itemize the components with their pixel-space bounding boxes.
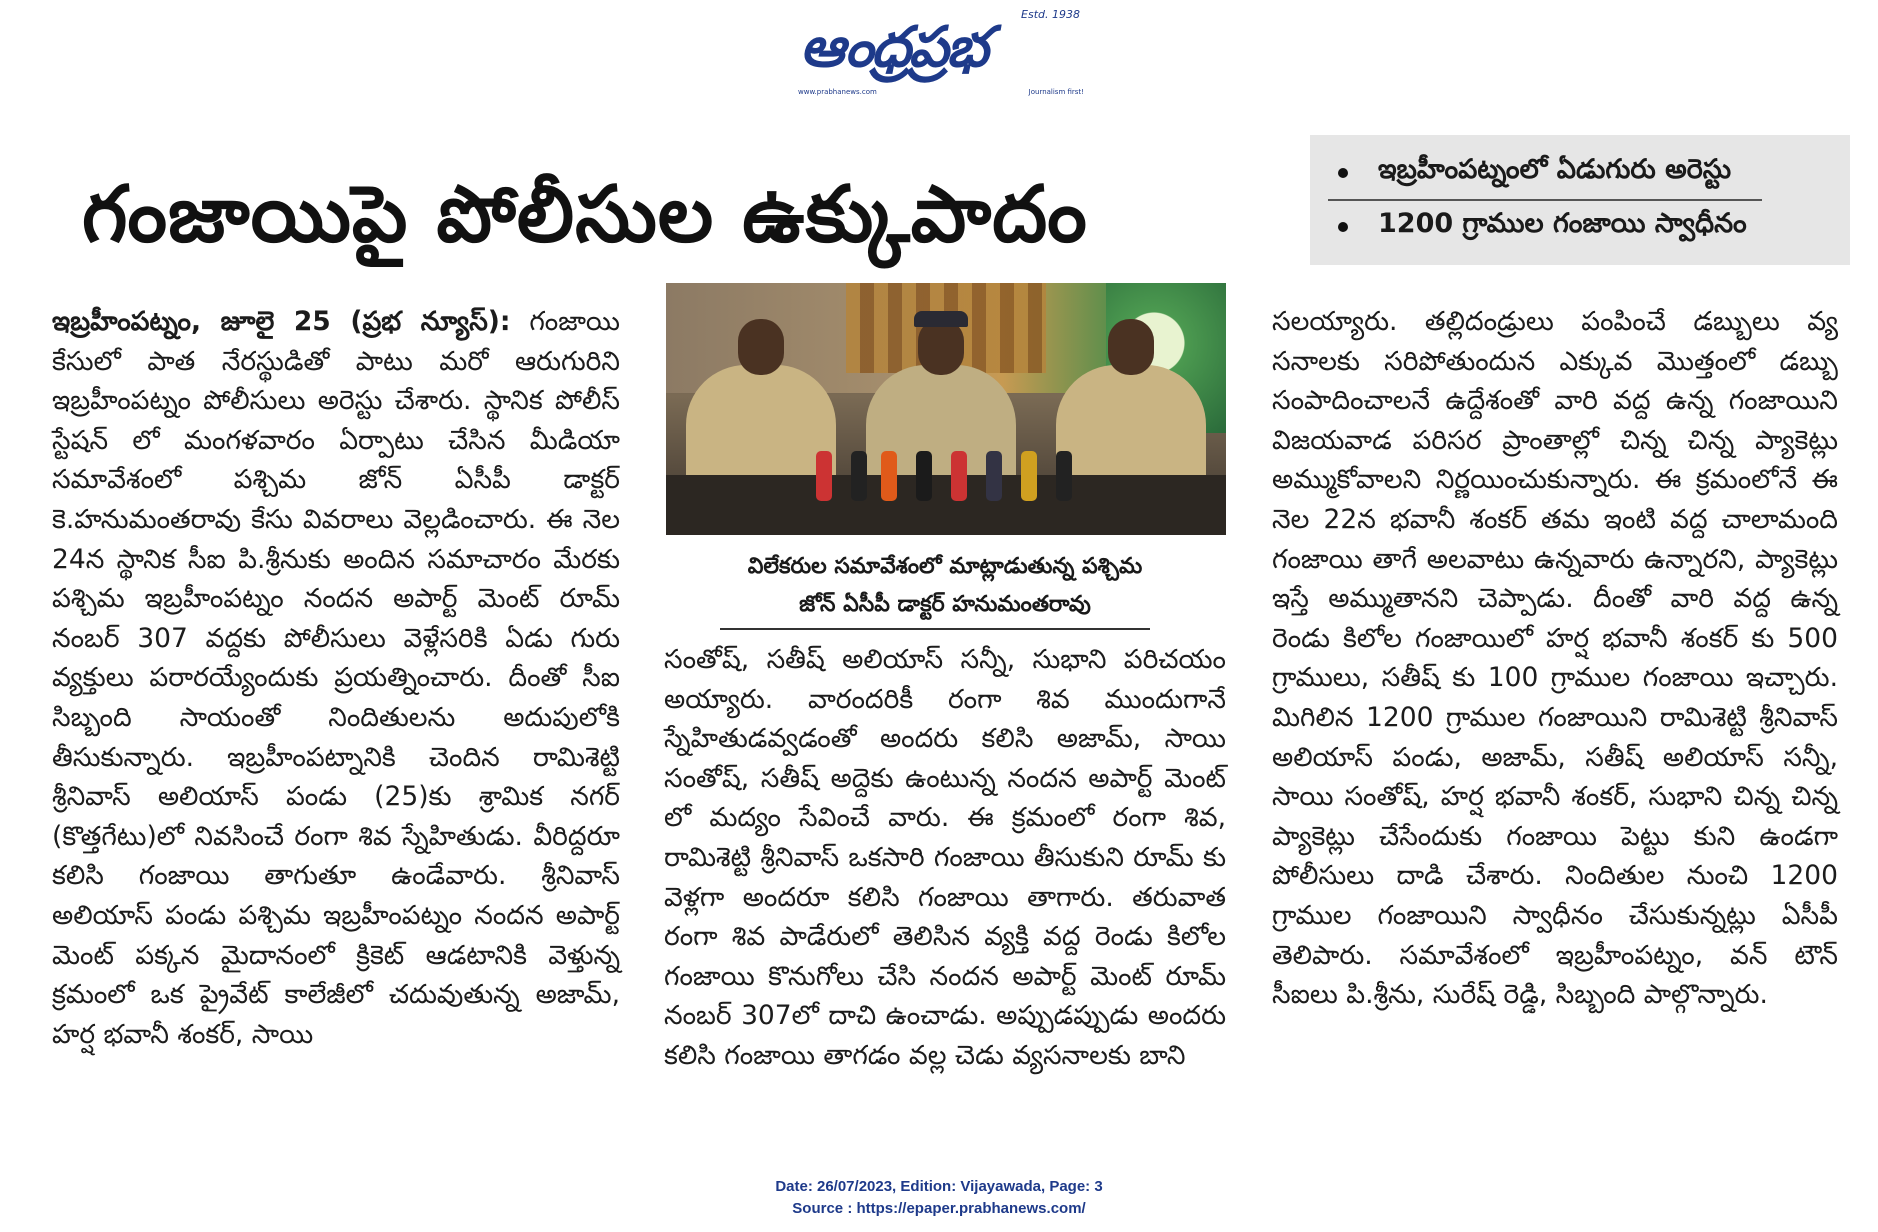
highlight-item [1328, 147, 1762, 201]
article-text-col3: సలయ్యారు. తల్లిదండ్రులు పంపించే డబ్బులు వ్య సనాలకు సరిపోతుందున ఎక్కువ మొత్తంలో డబ్బు సంపాదించాలనే ఉద్దేశంతో వారి వద్ద ఉన్న గంజాయిని విజయవాడ పరిసర ప్రాంతాల్లో చిన్న చిన్న ప్యాకెట్లు అమ్ముకోవాలని నిర్ణయించుకున్నారు. ఈ క్రమంలోనే ఈ నెల 22న భవానీ శంకర్ తమ ఇంటి వద్ద చాలామంది గంజాయి తాగే అలవాటు ఉన్నవారు ఉన్నారని, ప్యాకెట్లు ఇస్తే అమ్ముతానని చెప్పాడు. దీంతో వారి వద్ద ఉన్న రెండు కిలోల గంజాయిలో హర్ష భవానీ శంకర్ కు 500 గ్రాములు, సతీష్ కు 100 గ్రాముల గంజాయి ఇచ్చారు. మిగిలిన 1200 గ్రాముల గంజాయిని రామిశెట్టి శ్రీనివాస్ అలియాస్ పండు, అజామ్, సతీష్ అలియాస్ సన్నీ, సాయి సంతోష్, హర్ష భవానీ శంకర్, సుభాని చిన్న చిన్న ప్యాకెట్లు చేసేందుకు గంజాయి పెట్టు కుని ఉండగా పోలీసులు దాడి చేశారు. నిందితుల నుంచి 1200 గ్రాముల గంజాయిని స్వాధీనం చేసుకున్నట్లు ఏసీపీ తెలిపారు. సమావేశంలో ఇబ్రహీంపట్నం, వన్ టౌన్ సీఐలు పి.శ్రీను, సురేష్ రెడ్డి, సిబ్బంది పాల్గొన్నారు. [1272, 306, 1838, 1011]
photo-caption [700, 548, 1190, 628]
masthead [790, 8, 1090, 100]
microphone-icon [816, 451, 832, 501]
masthead-estd: Estd. 1938 [1021, 8, 1080, 21]
bullet-icon [1338, 168, 1348, 178]
press-meet-photo [666, 283, 1226, 535]
bullet-icon [1338, 222, 1348, 232]
caption-line-2: జోన్ ఏసీపీ డాక్టర్ హనుమంతరావు [799, 592, 1091, 617]
footer [0, 1176, 1878, 1220]
footer-source: Source : https://epaper.prabhanews.com/ [792, 1200, 1086, 1217]
highlight-item [1328, 201, 1832, 253]
press-table [666, 475, 1226, 535]
headline: గంజాయిపై పోలీసుల ఉక్కుపాదం [82, 170, 1088, 260]
caption-underline [720, 628, 1150, 630]
highlight-text: 1200 గ్రాముల గంజాయి స్వాధీనం [1378, 208, 1747, 239]
microphone-icon [851, 451, 867, 501]
highlight-text: ఇబ్రహీంపట్నంలో ఏడుగురు అరెస్టు [1378, 154, 1732, 185]
microphone-icon [1056, 451, 1072, 501]
masthead-logo: ఆంధ్రప్రభ [800, 15, 987, 80]
article-column-1 [52, 302, 620, 1122]
microphone-icon [951, 451, 967, 501]
footer-date: Date: 26/07/2023, Edition: Vijayawada, Page: 3 [775, 1178, 1103, 1195]
microphone-icon [986, 451, 1002, 501]
highlights-box [1310, 135, 1850, 265]
masthead-tagline: Journalism first! [1028, 88, 1084, 96]
dateline: ఇబ్రహీంపట్నం, జూలై 25 (ప్రభ న్యూస్): [52, 306, 511, 337]
article-text-col1: గంజాయి కేసులో పాత నేరస్థుడితో పాటు మరో ఆరుగురిని ఇబ్రహీంపట్నం పోలీసులు అరెస్టు చేశారు. స్థానిక పోలీస్ స్టేషన్ లో మంగళవారం ఏర్పాటు చేసిన మీడియా సమావేశంలో పశ్చిమ జోన్ ఏసీపీ డాక్టర్ కె.హనుమంతరావు కేసు వివరాలు వెల్లడించారు. ఈ నెల 24న స్థానిక సీఐ పి.శ్రీనుకు అందిన సమాచారం మేరకు పశ్చిమ ఇబ్రహీంపట్నం నందన అపార్ట్ మెంట్ రూమ్ నంబర్ 307 వద్దకు పోలీసులు వెళ్లేసరికి ఏడు గురు వ్యక్తులు పరారయ్యేందుకు ప్రయత్నించారు. దీంతో సీఐ సిబ్బంది సాయంతో నిందితులను అదుపులోకి తీసుకున్నారు. ఇబ్రహీంపట్నానికి చెందిన రామిశెట్టి శ్రీనివాస్ అలియాస్ పండు (25)కు శ్రామిక నగర్ (కొత్తగేటు)లో నివసించే రంగా శివ స్నేహితుడు. వీరిద్దరూ కలిసి గంజాయి తాగుతూ ఉండేవారు. శ్రీనివాస్ అలియాస్ పండు పశ్చిమ ఇబ్రహీంపట్నం నందన అపార్ట్ మెంట్ పక్కన మైదానంలో క్రికెట్ ఆడటానికి వెళ్తున్న క్రమంలో ఒక ప్రైవేట్ కాలేజీలో చదువుతున్న అజామ్, హర్ష భవానీ శంకర్, సాయి [52, 306, 620, 1050]
article-text-col2: సంతోష్, సతీష్ అలియాస్ సన్నీ, సుభాని పరిచయం అయ్యారు. వారందరికీ రంగా శివ ముందుగానే స్నేహితుడవ్వడంతో అందరు కలిసి అజామ్, సాయి సంతోష్, సతీష్ అద్దెకు ఉంటున్న నందన అపార్ట్ మెంట్ లో మద్యం సేవించే వారు. ఈ క్రమంలో రంగా శివ, రామిశెట్టి శ్రీనివాస్ ఒకసారి గంజాయి తీసుకుని రూమ్ కు వెళ్లగా అందరూ కలిసి గంజాయి తాగారు. తరువాత రంగా శివ పాడేరులో తెలిసిన వ్యక్తి వద్ద రెండు కిలోల గంజాయి కొనుగోలు చేసి నందన అపార్ట్ మెంట్ రూమ్ నంబర్ 307లో దాచి ఉంచాడు. అప్పుడప్పుడు అందరు కలిసి గంజాయి తాగడం వల్ల చెడు వ్యసనాలకు బాని [664, 644, 1226, 1071]
microphone-icon [1021, 451, 1037, 501]
article-column-2 [664, 640, 1226, 1122]
microphone-icon [916, 451, 932, 501]
masthead-url: www.prabhanews.com [798, 88, 877, 96]
microphone-icon [881, 451, 897, 501]
article-column-3 [1272, 302, 1838, 1122]
caption-line-1: విలేకరుల సమావేశంలో మాట్లాడుతున్న పశ్చిమ [747, 554, 1143, 579]
